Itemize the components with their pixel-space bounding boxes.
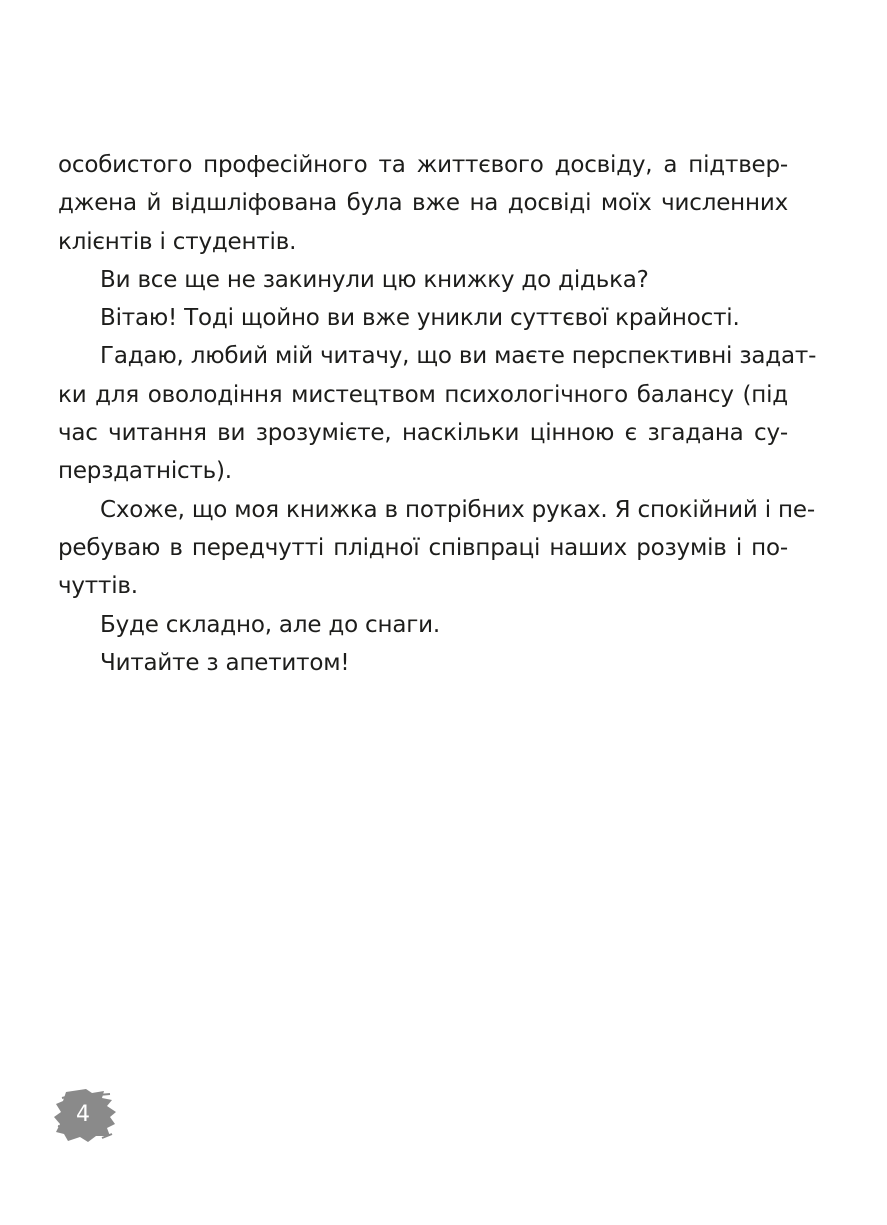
text-line: клієнтів і студентів. (58, 228, 297, 255)
text-line: ребуваю в передчутті плідної співпраці наших розумів і по- (58, 534, 788, 561)
text-line: джена й відшліфована була вже на досвіді моїх численних (58, 190, 788, 217)
page-number-badge (52, 1086, 118, 1144)
text-line: Гадаю, любий мій читачу, що ви маєте перспективні задат- (100, 343, 817, 370)
text-line: Ви все ще не закинули цю книжку до дідька? (100, 266, 649, 293)
text-line: чуттів. (58, 573, 138, 600)
text-line: Схоже, що моя книжка в потрібних руках. Я спокійний і пе- (100, 496, 815, 523)
text-line: перздатність). (58, 458, 232, 485)
body-text (58, 146, 817, 682)
text-line: час читання ви зрозумієте, наскільки цінною є згадана су- (58, 420, 788, 447)
text-line: Буде складно, але до снаги. (100, 611, 440, 638)
text-line: особистого професійного та життєвого досвіду, а підтвер- (58, 152, 788, 178)
text-line: Вітаю! Тоді щойно ви вже уникли суттєвої крайності. (100, 305, 740, 332)
text-line: ки для оволодіння мистецтвом психологічного балансу (під (58, 381, 788, 408)
text-line: Читайте з апетитом! (100, 649, 350, 676)
page-number: 4 (76, 1102, 90, 1127)
